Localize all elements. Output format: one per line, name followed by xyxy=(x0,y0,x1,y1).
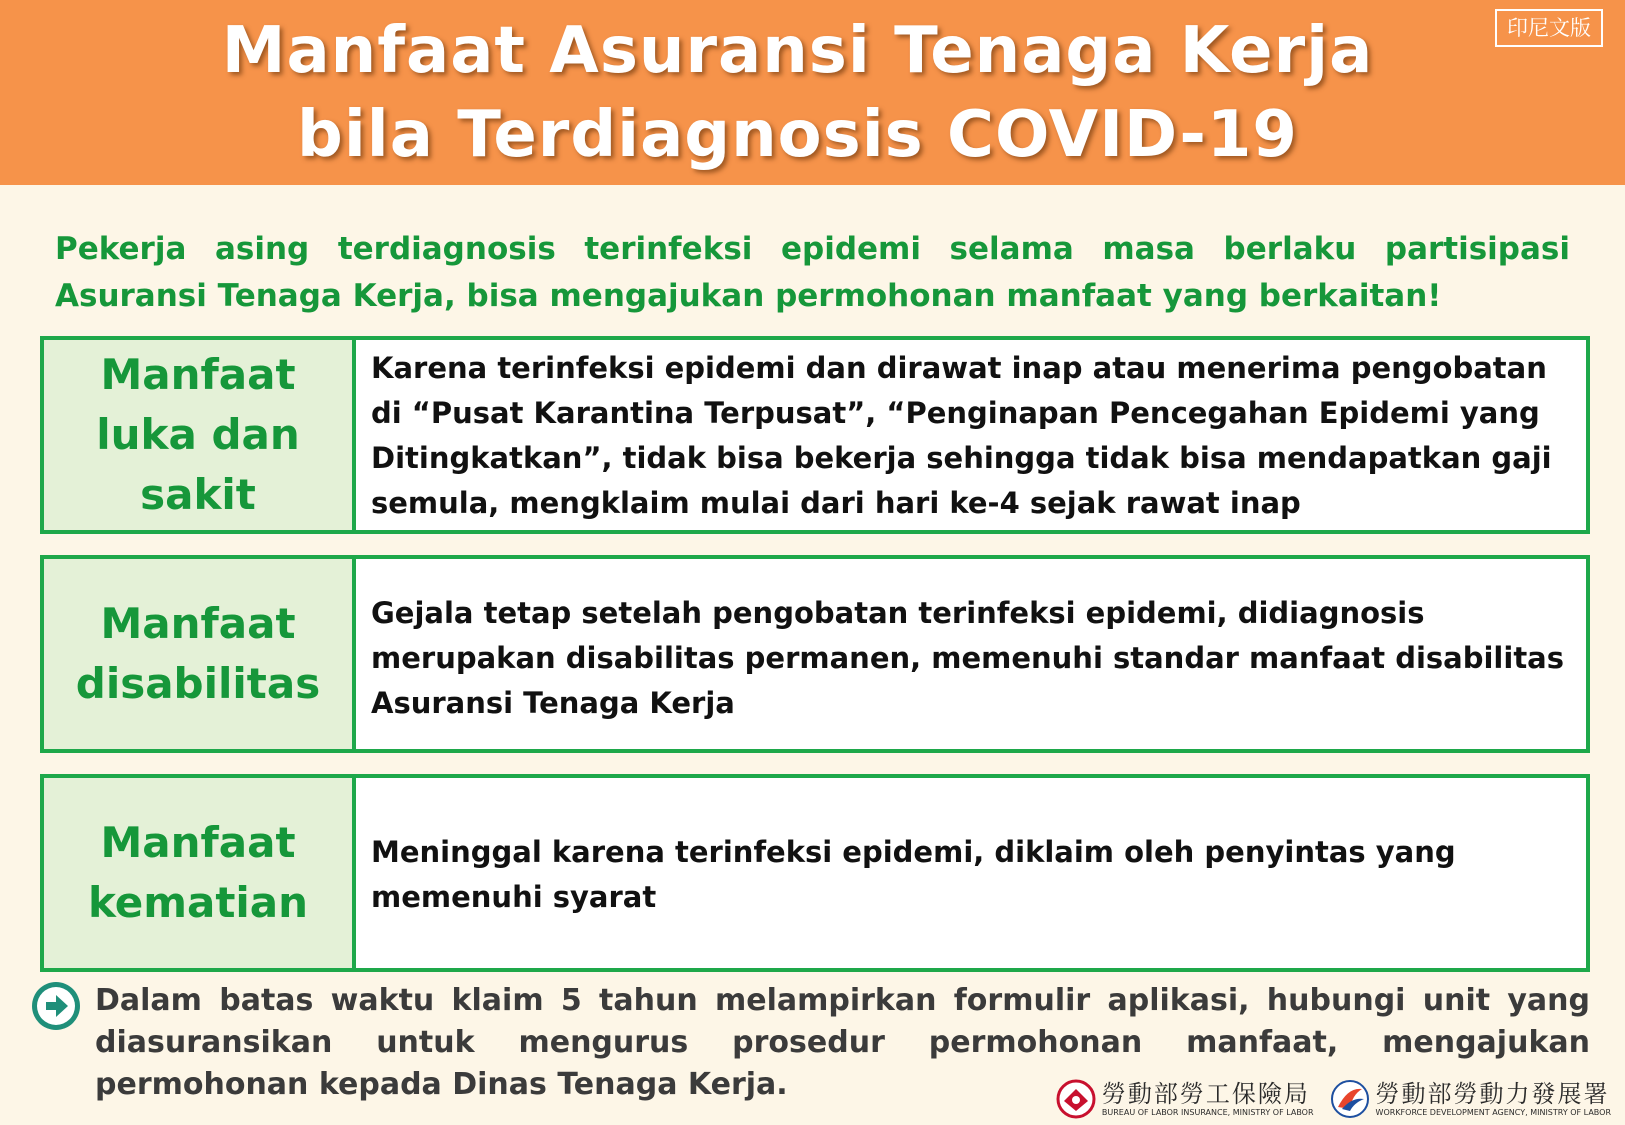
footer-logos xyxy=(1048,1079,1611,1119)
benefit-row-sickness xyxy=(40,336,1590,534)
language-badge: 印尼文版 xyxy=(1495,9,1603,47)
bli-name-cn: 勞動部勞工保險局 xyxy=(1101,1080,1310,1108)
benefit-description: Gejala tetap setelah pengobatan terinfeksi epidemi, didiagnosis merupakan disabilitas permanen, memenuhi standar manfaat disabilitas Asuransi Tenaga Kerja xyxy=(371,596,1565,720)
wda-name-cn: 勞動部勞動力發展署 xyxy=(1375,1080,1610,1108)
wda-logo xyxy=(1330,1079,1611,1119)
page-title: Manfaat Asuransi Tenaga Kerja bila Terdiagnosis COVID-19 xyxy=(221,13,1374,172)
benefit-label: Manfaat disabilitas xyxy=(44,559,356,749)
benefit-description: Karena terinfeksi epidemi dan dirawat inap atau menerima pengobatan di “Pusat Karantina Terpusat”, “Penginapan Pencegahan Epidemi yang Ditingkatkan”, tidak bisa bekerja sehingga tidak bisa mendapatkan gaji semula, mengklaim mulai dari hari ke-4 sejak rawat inap xyxy=(371,351,1552,520)
bli-logo xyxy=(1056,1079,1314,1119)
benefit-label: Manfaat luka dan sakit xyxy=(44,340,356,530)
benefit-row-death xyxy=(40,774,1590,972)
benefit-description: Meninggal karena terinfeksi epidemi, diklaim oleh penyintas yang memenuhi syarat xyxy=(371,835,1456,914)
bli-emblem-icon xyxy=(1056,1079,1096,1119)
wda-emblem-icon xyxy=(1330,1079,1370,1119)
benefit-row-disability xyxy=(40,555,1590,753)
wda-name-en: WORKFORCE DEVELOPMENT AGENCY, MINISTRY OF LABOR xyxy=(1375,1108,1611,1117)
arrow-right-icon xyxy=(32,982,80,1030)
benefit-label: Manfaat kematian xyxy=(44,778,356,968)
intro-text: Pekerja asing terdiagnosis terinfeksi epidemi selama masa berlaku partisipasi Asuransi Tenaga Kerja, bisa mengajukan permohonan manfaat yang berkaitan! xyxy=(55,231,1570,314)
bli-name-en: BUREAU OF LABOR INSURANCE, MINISTRY OF LABOR xyxy=(1101,1108,1314,1117)
header-banner xyxy=(0,0,1625,185)
claim-note: Dalam batas waktu klaim 5 tahun melampirkan formulir aplikasi, hubungi unit yang diasuransikan untuk mengurus prosedur permohonan manfaat, mengajukan permohonan kepada Dinas Tenaga Kerja. xyxy=(95,983,1590,1102)
